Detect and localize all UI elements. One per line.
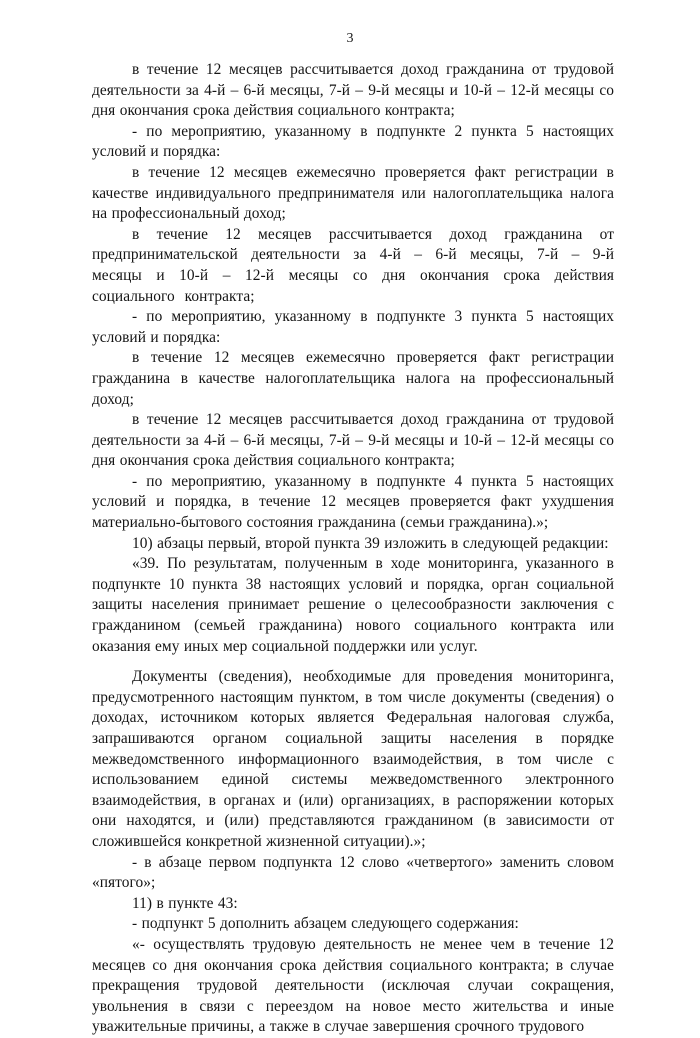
paragraph-14: - подпункт 5 дополнить абзацем следующего содержания: <box>132 915 519 933</box>
paragraph-3: в течение 12 месяцев ежемесячно проверяется факт регистрации в качестве индивидуального предпринимателя или налогоплательщика налога на профессиональный доход; <box>92 163 614 223</box>
document-body <box>92 60 614 1038</box>
paragraph-9: 10) абзацы первый, второй пункта 39 изложить в следующей редакции: <box>132 534 609 552</box>
paragraph-4: в течение 12 месяцев рассчитывается доход гражданина от предпринимательской деятельности за 4-й – 6-й месяцы, 7-й – 9-й месяцы и 10-й – 12-й месяцы со дня окончания срока действия социального контракта; <box>92 225 614 305</box>
paragraph-2: - по мероприятию, указанному в подпункте 2 пункта 5 настоящих условий и порядка: <box>92 122 614 161</box>
paragraph-5: - по мероприятию, указанному в подпункте 3 пункта 5 настоящих условий и порядка: <box>92 308 614 346</box>
paragraph-11: Документы (сведения), необходимые для проведения мониторинга, предусмотренного настоящим пунктом, в том числе документы (сведения) о доходах, источником которых является Федеральная налоговая служба, запрашиваются органом социальной защиты населения в порядке межведомственного информационного взаимодействия, в том числе с использованием единой системы межведомственного электронного взаимодействия, в органах и (или) организациях, в распоряжении которых они находятся, и (или) представляются гражданином (в зависимости от сложившейся конкретной жизненной ситуации).»; <box>92 668 614 850</box>
paragraph-13: 11) в пункте 43: <box>132 894 238 912</box>
paragraph-8: - по мероприятию, указанному в подпункте 4 пункта 5 настоящих условий и порядка, в течение 12 месяцев проверяется факт ухудшения материально-бытового состояния гражданина (семьи гражданина).»; <box>92 472 614 532</box>
paragraph-10: «39. По результатам, полученным в ходе мониторинга, указанного в подпункте 10 пункта 38 настоящих условий и порядка, орган социальной защиты населения принимает решение о целесообразности заключения с гражданином (семьей гражданина) нового социального контракта или оказания ему иных мер социальной поддержки или услуг. <box>92 555 614 655</box>
paragraph-1: в течение 12 месяцев рассчитывается доход гражданина от трудовой деятельности за 4-й – 6-й месяцы, 7-й – 9-й месяцы и 10-й – 12-й месяцы со дня окончания срока действия социального контракта; <box>92 61 614 120</box>
paragraph-7: в течение 12 месяцев рассчитывается доход гражданина от трудовой деятельности за 4-й – 6-й месяцы, 7-й – 9-й месяцы и 10-й – 12-й месяцы со дня окончания срока действия социального контракта; <box>92 411 614 470</box>
paragraph-15: «- осуществлять трудовую деятельность не менее чем в течение 12 месяцев со дня окончания срока действия социального контракта; в случае прекращения трудовой деятельности (исключая случаи сокращения, увольнения в связи с переездом на новое место жительства и иные уважительные причины, а также в случае завершения срочного трудового <box>92 935 614 1036</box>
paragraph-12: - в абзаце первом подпункта 12 слово «четвертого» заменить словом «пятого»; <box>92 853 614 892</box>
paragraph-6: в течение 12 месяцев ежемесячно проверяется факт регистрации гражданина в качестве налогоплательщика налога на профессиональный доход; <box>92 349 614 408</box>
page-number: 3 <box>346 31 354 46</box>
